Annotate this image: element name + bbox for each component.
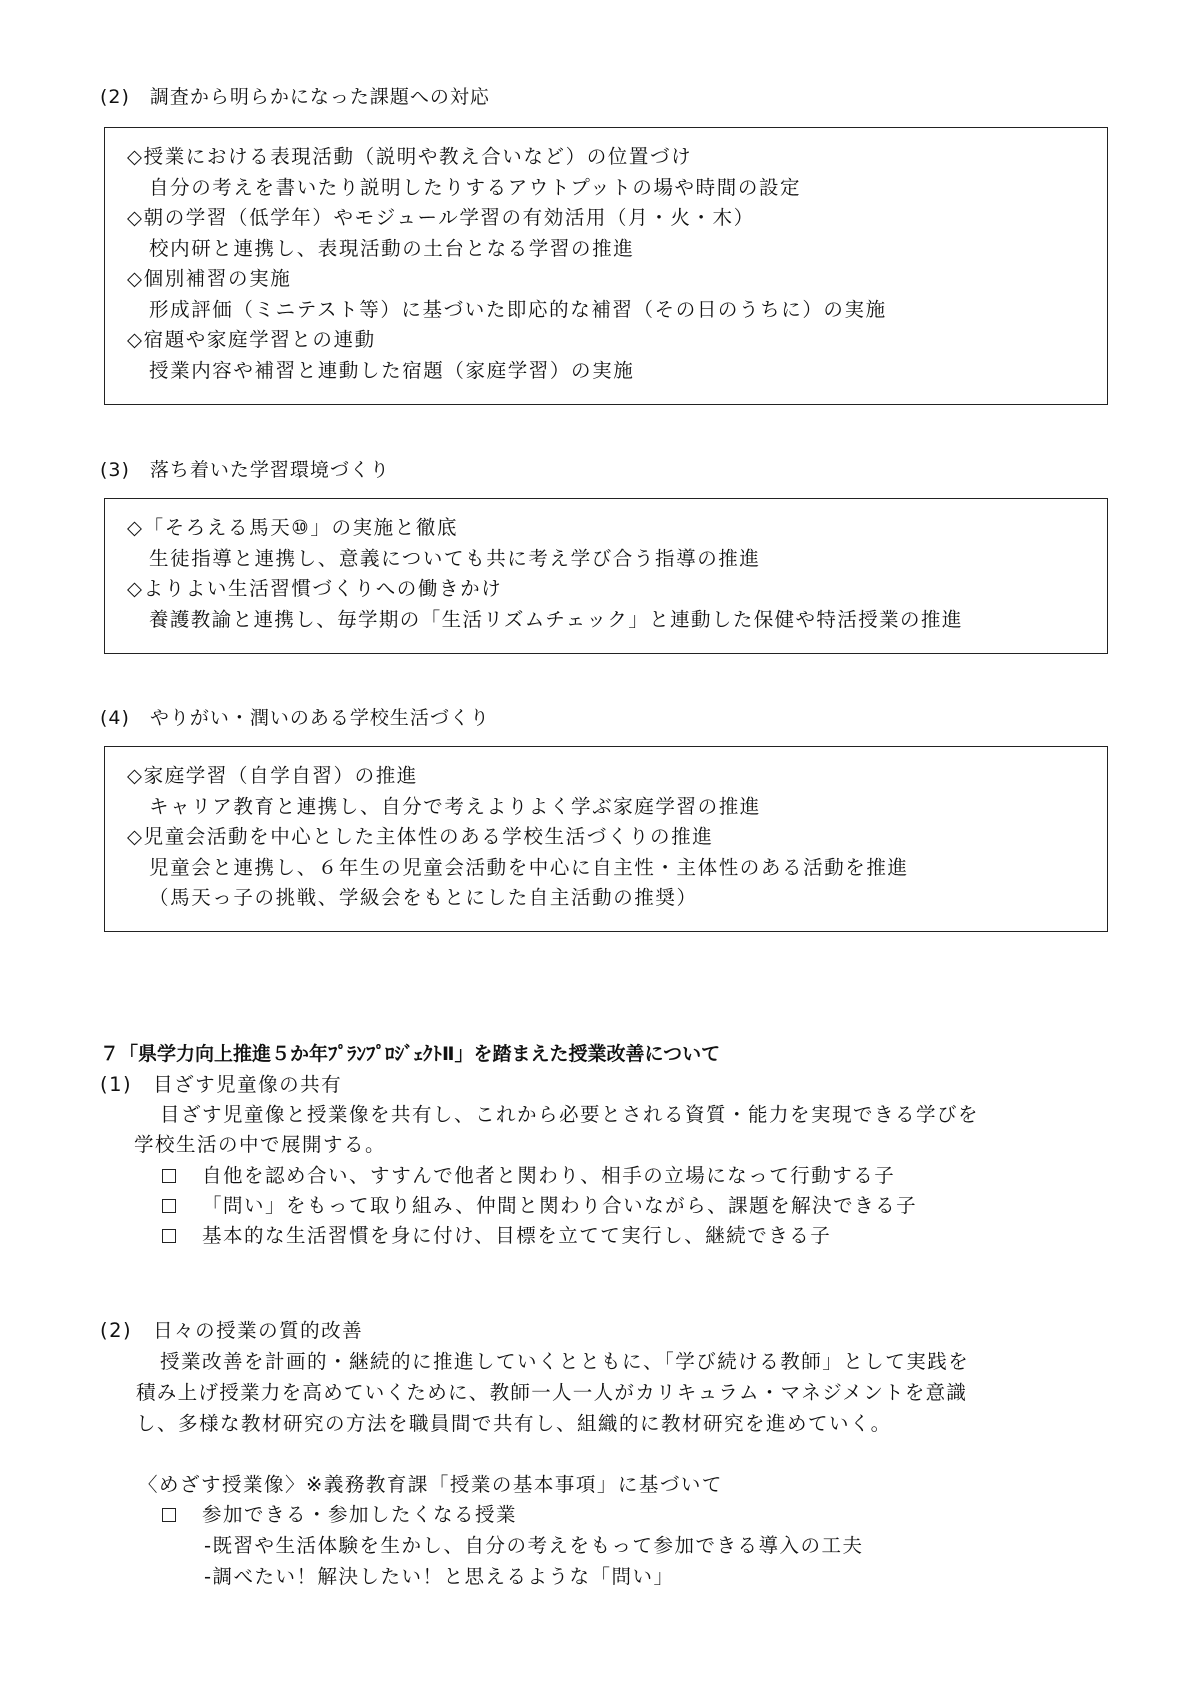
checkbox-item — [162, 1502, 517, 1528]
box-line: ◇個別補習の実施 — [127, 267, 292, 290]
sub-2-paragraph: 積み上げ授業力を高めていくために、教師一人一人がカリキュラム・マネジメントを意識 — [136, 1381, 968, 1404]
section-4-box — [104, 746, 1108, 932]
box-line: 生徒指導と連携し、意義についても共に考え学び合う指導の推進 — [149, 546, 761, 570]
sub-1-heading: (1) 目ざす児童像の共有 — [100, 1073, 343, 1096]
checkbox-icon — [162, 1229, 176, 1243]
section-4-heading: (4) やりがい・潤いのある学校生活づくり — [100, 707, 490, 729]
box-line: 授業内容や補習と連動した宿題（家庭学習）の実施 — [149, 358, 635, 382]
box-line: キャリア教育と連携し、自分で考えよりよく学ぶ家庭学習の推進 — [149, 794, 761, 818]
sub-2-heading: (2) 日々の授業の質的改善 — [100, 1319, 364, 1342]
section-3-box — [104, 498, 1108, 654]
dash-item: -既習や生活体験を生かし、自分の考えをもって参加できる導入の工夫 — [204, 1534, 864, 1557]
checkbox-item-text: 自他を認め合い、すすんで他者と関わり、相手の立場になって行動する子 — [202, 1164, 896, 1187]
box-line: ◇よりよい生活習慣づくりへの働きかけ — [127, 577, 503, 600]
checkbox-item-text: 基本的な生活習慣を身に付け、目標を立てて実行し、継続できる子 — [202, 1224, 832, 1247]
dash-item: -調べたい！解決したい！と思えるような「問い」 — [204, 1565, 675, 1588]
lesson-note: 〈めざす授業像〉※義務教育課「授業の基本事項」に基づいて — [138, 1473, 723, 1496]
checkbox-icon — [162, 1508, 176, 1522]
box-line: ◇授業における表現活動（説明や教え合いなど）の位置づけ — [127, 145, 693, 168]
box-line: 自分の考えを書いたり説明したりするアウトプットの場や時間の設定 — [149, 175, 802, 199]
sub-1-paragraph: 学校生活の中で展開する。 — [134, 1133, 387, 1156]
box-line: ◇朝の学習（低学年）やモジュール学習の有効活用（月・火・木） — [127, 206, 755, 229]
box-line: ◇家庭学習（自学自習）の推進 — [127, 764, 418, 787]
box-line: ◇児童会活動を中心とした主体性のある学校生活づくりの推進 — [127, 825, 714, 848]
box-line: ◇「そろえる馬天⑩」の実施と徹底 — [127, 516, 459, 539]
box-line: 校内研と連携し、表現活動の土台となる学習の推進 — [149, 236, 635, 260]
checkbox-item — [162, 1223, 831, 1249]
box-line: 児童会と連携し、６年生の児童会活動を中心に自主性・主体性のある活動を推進 — [149, 855, 909, 879]
section-2-heading: (2) 調査から明らかになった課題への対応 — [100, 86, 490, 108]
box-line: 形成評価（ミニテスト等）に基づいた即応的な補習（その日のうちに）の実施 — [149, 297, 887, 321]
box-line: 養護教諭と連携し、毎学期の「生活リズムチェック」と連動した保健や特活授業の推進 — [149, 607, 963, 631]
sub-2-paragraph: し、多様な教材研究の方法を職員間で共有し、組織的に教材研究を進めていく。 — [136, 1412, 892, 1435]
checkbox-item-text: 参加できる・参加したくなる授業 — [202, 1503, 518, 1526]
sub-2-paragraph: 授業改善を計画的・継続的に推進していくとともに、「学び続ける教師」として実践を — [160, 1350, 970, 1373]
checkbox-item-text: 「問い」をもって取り組み、仲間と関わり合いながら、課題を解決できる子 — [202, 1194, 918, 1217]
checkbox-icon — [162, 1199, 176, 1213]
checkbox-item — [162, 1193, 917, 1219]
checkbox-item — [162, 1163, 895, 1189]
sub-1-paragraph: 目ざす児童像と授業像を共有し、これから必要とされる資質・能力を実現できる学びを — [160, 1103, 980, 1126]
section-3-heading: (3) 落ち着いた学習環境づくり — [100, 459, 390, 481]
checkbox-icon — [162, 1169, 176, 1183]
section-7-title: ７「県学力向上推進５か年ﾌﾟﾗﾝﾌﾟﾛｼﾞｪｸﾄⅡ」を踏まえた授業改善について — [100, 1043, 721, 1065]
box-line: （馬天っ子の挑戦、学級会をもとにした自主活動の推奨） — [149, 886, 698, 909]
box-line: ◇宿題や家庭学習との連動 — [127, 328, 376, 351]
section-2-box — [104, 127, 1108, 405]
